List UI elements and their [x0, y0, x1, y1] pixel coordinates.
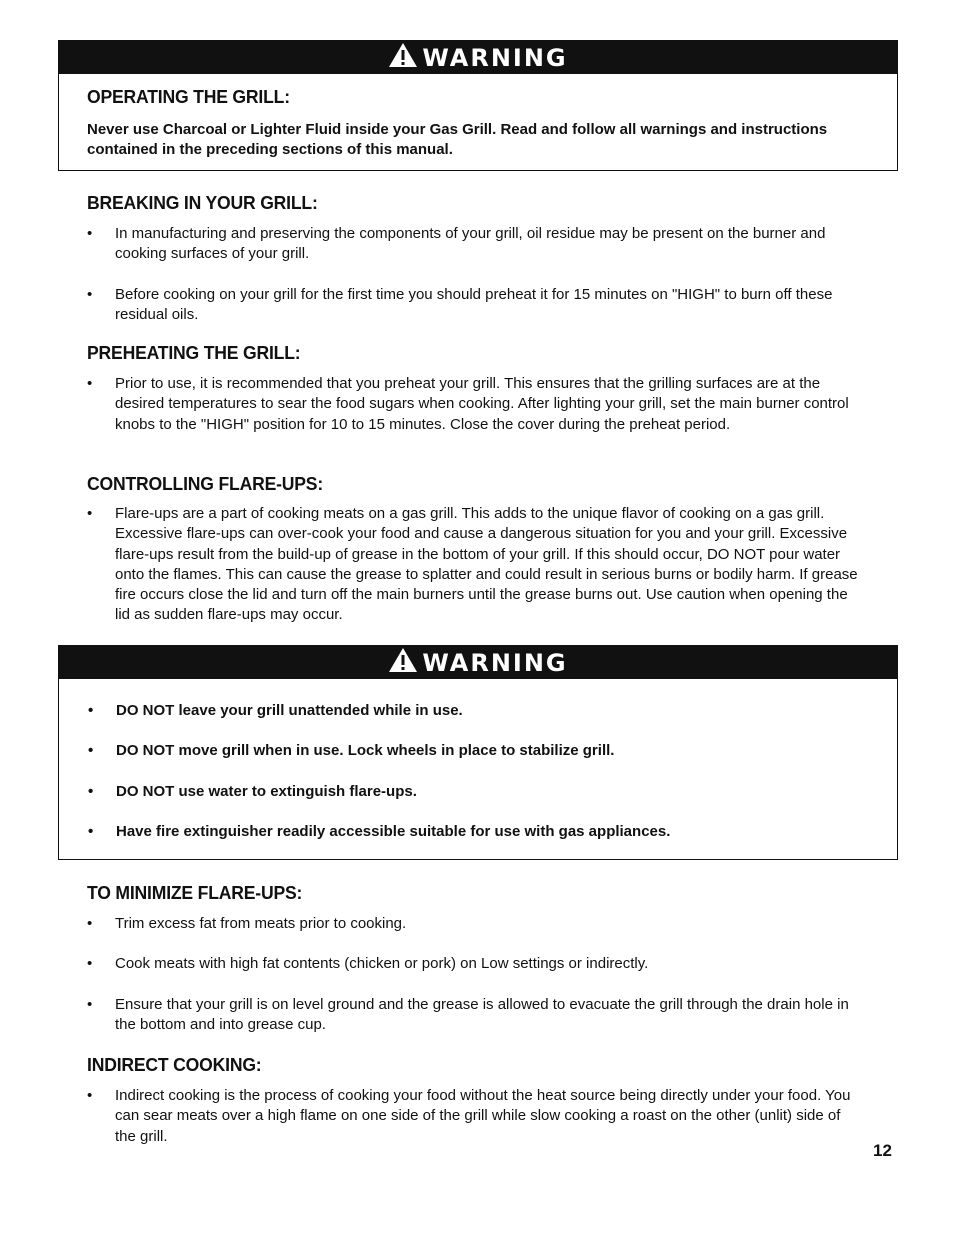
bullet: • — [87, 955, 93, 972]
warning-label: WARNING — [422, 648, 568, 677]
list-item — [87, 504, 862, 626]
section-heading-minimize: TO MINIMIZE FLARE-UPS: — [87, 882, 303, 903]
bullet: • — [87, 1087, 93, 1104]
list-item — [87, 224, 862, 265]
bullet: • — [87, 375, 93, 392]
bullet: • — [88, 783, 94, 800]
list-item — [87, 285, 862, 326]
list-item-text: Have fire extinguisher readily accessible suitable for use with gas appliances. — [116, 823, 671, 840]
warning-triangle-icon — [388, 42, 418, 73]
list-item-text: Indirect cooking is the process of cooking your food without the heat source being directly under your food. You can sear meats over a high flame on one side of the grill while slow cooking a roast on the other (unlit) side of the grill. — [115, 1087, 851, 1145]
list-item — [87, 995, 862, 1036]
list-item — [87, 1086, 862, 1147]
list-item — [88, 702, 848, 719]
bullet: • — [87, 996, 93, 1013]
section-heading-indirect: INDIRECT COOKING: — [87, 1054, 262, 1075]
list-item-text: DO NOT leave your grill unattended while in use. — [116, 702, 463, 719]
bullet: • — [88, 702, 94, 719]
list-item — [87, 374, 862, 435]
bullet: • — [88, 823, 94, 840]
list-item — [88, 783, 848, 800]
warning-banner — [59, 41, 897, 74]
list-item-text: Trim excess fat from meats prior to cooking. — [115, 915, 407, 932]
bullet: • — [87, 225, 93, 242]
bullet: • — [87, 505, 93, 522]
list-item-text: In manufacturing and preserving the components of your grill, oil residue may be present on the burner and cooking surfaces of your grill. — [115, 225, 826, 263]
list-item — [87, 914, 862, 934]
section-heading-preheating: PREHEATING THE GRILL: — [87, 342, 301, 363]
page-number: 12 — [873, 1141, 892, 1160]
list-item-text: Before cooking on your grill for the first time you should preheat it for 15 minutes on "HIGH" to burn off these residual oils. — [115, 286, 833, 324]
bullet: • — [87, 915, 93, 932]
list-item — [87, 954, 862, 974]
list-item-text: DO NOT use water to extinguish flare-ups. — [116, 783, 417, 800]
section-heading-breaking-in: BREAKING IN YOUR GRILL: — [87, 192, 318, 213]
warning-box-flare-ups — [58, 645, 898, 860]
section-heading-controlling: CONTROLLING FLARE-UPS: — [87, 473, 324, 494]
list-item-text: Cook meats with high fat contents (chicken or pork) on Low settings or indirectly. — [115, 955, 649, 972]
list-item-text: DO NOT move grill when in use. Lock wheels in place to stabilize grill. — [116, 742, 615, 759]
list-item — [88, 742, 848, 759]
bullet: • — [88, 742, 94, 759]
warning-label: WARNING — [422, 43, 568, 72]
list-item-text: Ensure that your grill is on level ground and the grease is allowed to evacuate the grill through the drain hole in the bottom and into grease cup. — [115, 996, 849, 1034]
section-heading-operating: OPERATING THE GRILL: — [87, 86, 290, 107]
warning-banner — [59, 646, 897, 679]
list-item — [88, 823, 848, 840]
warning-triangle-icon — [388, 647, 418, 678]
list-item-text: Flare-ups are a part of cooking meats on a gas grill. This adds to the unique flavor of cooking on a gas grill. Excessive flare-ups can over-cook your food and cause a dangerous situation for you and your grill. Excessive flare-ups result from the build-up of grease in the bottom of your grill. If this should occur, DO NOT pour water onto the flames. This can cause the grease to splatter and could result in serious burns or bodily harm. If grease fire occurs close the lid and turn off the main burners until the grease burns out. Use caution when opening the lid as sudden flare-ups may occur. — [115, 505, 858, 624]
list-item-text: Prior to use, it is recommended that you preheat your grill. This ensures that the grilling surfaces are at the desired temperatures to sear the food sugars when cooking. After lighting your grill, set the main burner control knobs to the "HIGH" position for 10 to 15 minutes. Close the cover during the preheat period. — [115, 375, 849, 433]
warning-box-operating — [58, 40, 898, 171]
bullet: • — [87, 286, 93, 303]
operating-warning-text: Never use Charcoal or Lighter Fluid inside your Gas Grill. Read and follow all warnings and instructions contained in the preceding sections of this manual. — [87, 121, 828, 158]
